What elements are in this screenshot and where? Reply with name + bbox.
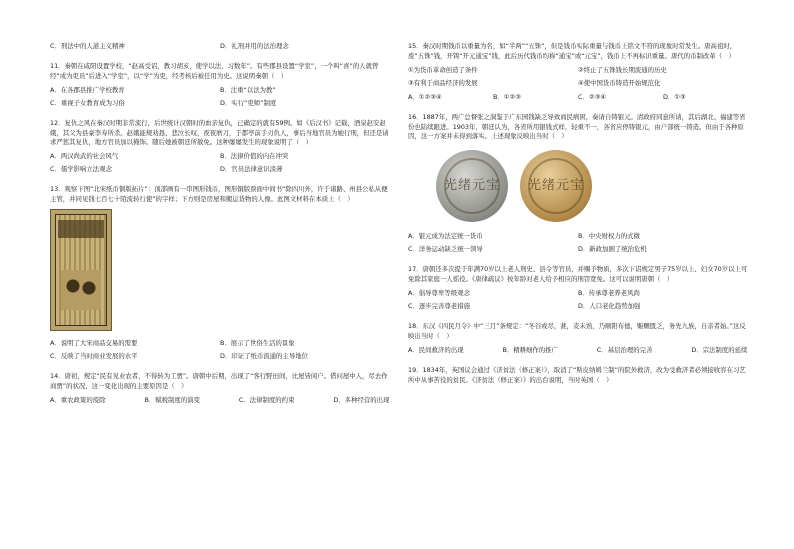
q12-options bbox=[50, 152, 390, 175]
q14-option-c: C．法律制度的约束 bbox=[238, 395, 295, 404]
q15-stem: 15．秦汉时期钱币以重量为名，如“半两”“五铢”，但是钱币实际重量与钱币上铭文不符的现象时常发生。唐高祖时，废“五铢”钱，开铸“开元通宝”钱，此后历代钱币均称“通宝”或“元宝”，钱币上不再标识重量。唐代的币制改革（ ） bbox=[408, 42, 737, 60]
q15-option-d: D．①③ bbox=[663, 92, 686, 101]
left-column bbox=[50, 42, 390, 416]
q16-options bbox=[408, 232, 748, 255]
silver-coin-text: 光绪元宝 bbox=[443, 178, 500, 194]
q17-stem: 17．唐朝还多次提于年满70岁以上老人刑史、县令等官员，并赐予物质，多次下诏规定男子75岁以上、妇女70岁以上可免除其家庭一人徭役。《唐律疏议》按年龄对老人给予相应的刑罚宽免。这可以说明唐朝（ ） bbox=[408, 265, 748, 284]
gold-coin-text: 光绪元宝 bbox=[527, 178, 584, 194]
q14-options bbox=[50, 396, 390, 406]
q16-option-c: C．洋务运动缺乏统一领导 bbox=[408, 245, 483, 254]
q15-statement-1: ①为货币革命创造了条件 bbox=[408, 65, 478, 74]
q10-options bbox=[50, 42, 390, 52]
q17-option-b: B．传承尊老养老风尚 bbox=[578, 289, 640, 298]
q15-statement-2: ②终止了五铢钱长期流通的历史 bbox=[578, 65, 667, 74]
q11-option-a: A．在各郡县推广学校教育 bbox=[50, 85, 125, 94]
q18-option-a: A．民间救济的出现 bbox=[408, 345, 464, 354]
q12-option-d: D．官员法律意识淡薄 bbox=[220, 165, 283, 174]
right-column bbox=[408, 42, 748, 390]
q15-statements bbox=[408, 66, 748, 89]
q14-stem: 14．唐初，规定“民有见业农者，不得转为工贾”。唐朝中后期，出现了“客行野田间，比屋皆闲户。借问屋中人，尽去作商贾”的状况，这一变化出现的主要原因是（ ） bbox=[50, 371, 388, 390]
q10-option-d: D．礼刑并用的法治理念 bbox=[220, 42, 289, 50]
q15-option-c: C．②③④ bbox=[578, 92, 607, 101]
q15-option-b: B．①②③ bbox=[493, 92, 521, 101]
q15-statement-3: ③有利于商品经济的发展 bbox=[408, 78, 478, 87]
silver-coin-image bbox=[436, 150, 508, 222]
q14-option-d: D．多种经营的出现 bbox=[333, 395, 390, 404]
q12-stem: 12．复仇之风在秦汉时期非常流行，后世统计汉朝时的血亲复仇，已确定的就有59例。如《后汉书》记载，酒泉赵安赵娥，其父为县豪李寿所杀。赵娥能规劝恳、悲泣长叹，夜夜磨刀，于都亭前手刃仇人，事后当地官员为她行刑，但还是请求严惩其复仇，地方官员加以掩饰。随后她被朝廷所赦免。这种屡屡发生的现象说明了（ ） bbox=[50, 118, 389, 147]
q15-statement-4: ④使中国货币铸造开始规范化 bbox=[578, 78, 661, 87]
q17-option-d: D．人口老化趋势加强 bbox=[578, 301, 641, 310]
q18-option-d: D．宗法制度的延续 bbox=[691, 345, 748, 354]
q12-option-a: A．两汉尚武的社会风气 bbox=[50, 152, 119, 161]
coin-images bbox=[436, 150, 748, 222]
paper-money-print-image bbox=[50, 209, 112, 331]
q18-option-b: B．精耕细作的推广 bbox=[502, 345, 558, 354]
q12-option-c: C．儒学影响立法观念 bbox=[50, 165, 112, 174]
q18-option-c: C．基层治理的完善 bbox=[596, 345, 653, 354]
q16-stem: 16．1887年，两广总督张之洞鉴于广东园钱缺乏导致商民病困，奏请自铸银元。清政府同意所请，其后湖北、福建等省份也陆续跟进。1903年，朝廷认为，各省所用银钱式样，轻重不一，各省应停铸银元，由户部统一铸造。但由于各种原因，这一方案并未得到落实。上述现象反映出当时（ ） bbox=[408, 112, 746, 141]
q16-option-b: B．中央财权力的式微 bbox=[578, 232, 640, 241]
q13-option-a: A．说明了大宋商品交易的需要 bbox=[50, 339, 138, 348]
q11-options bbox=[50, 86, 390, 109]
q13-option-c: C．反映了当时商业发展的水平 bbox=[50, 351, 138, 360]
q18-options bbox=[408, 346, 748, 356]
q19-stem: 19．1834年，英国议会通过《济贫法（修正案）》，取消了“斯皮纳姆兰制”的院外救济，改为受救济者必须接收容在习艺所中从事苦役的贫民。《济贫法（修正案）》的出台说明，当时英国（ ） bbox=[408, 365, 746, 384]
q13-option-b: B．展示了世俗生活的景象 bbox=[220, 339, 295, 348]
q11-option-b: B．注重“以法为教” bbox=[220, 85, 276, 94]
q18-stem: 18．东汉《四民月令》中“三月”条规定：“冬谷或尽，葚，麦未熟，乃顺阳布德，赈赡匮乏，务先九族，自亲者始。”这反映出当时（ ） bbox=[408, 321, 746, 340]
q17-options bbox=[408, 289, 748, 312]
q17-option-c: C．逐步完善尊老措施 bbox=[408, 301, 470, 310]
q12-option-b: B．法律价值的内在冲突 bbox=[220, 152, 289, 161]
q11-option-d: D．实行“吏师”制度 bbox=[220, 98, 277, 107]
q14-option-b: B．赋税制度的演变 bbox=[144, 395, 200, 404]
gold-coin-image bbox=[520, 150, 592, 222]
q13-stem: 13．观察下图“北宋纸币铜版拓片”：顶部画有一串图形钱币，图形铜版票面中间书“除四川外，许于诸路、州县公私从便主管，并同见钱七百七十陌流转行使”的字样；下方则是房屋和搬运货物的人像。此图文材料在本质上（ ） bbox=[50, 185, 388, 204]
q15-options bbox=[408, 93, 748, 103]
q15-option-a: A．①②③④ bbox=[408, 92, 442, 101]
q11-option-c: C．重视子女教育成为习俗 bbox=[50, 98, 125, 107]
q16-option-d: D．新政加剧了统治危机 bbox=[578, 245, 647, 254]
q16-option-a: A．银元成为法定统一货币 bbox=[408, 232, 483, 241]
q17-option-a: A．倡导尊卑等级观念 bbox=[408, 289, 470, 298]
q13-options bbox=[50, 339, 390, 362]
q13-option-d: D．印证了纸币流通的主导地位 bbox=[220, 351, 308, 360]
q11-stem: 11．秦朝在咸阳设置学校，“赵高受诏，教习胡亥，使学以法，习数年”。有些郡县设置“学室”，一个叫“喜”的人就曾经“成为吏员”后进入“学室”，以“学”为吏，经考核后被任用为史。这说明秦朝（ ） bbox=[50, 61, 379, 80]
q10-option-c: C．刑法中的人道主义精神 bbox=[50, 42, 125, 50]
q14-option-a: A．重农政策的废除 bbox=[50, 395, 106, 404]
